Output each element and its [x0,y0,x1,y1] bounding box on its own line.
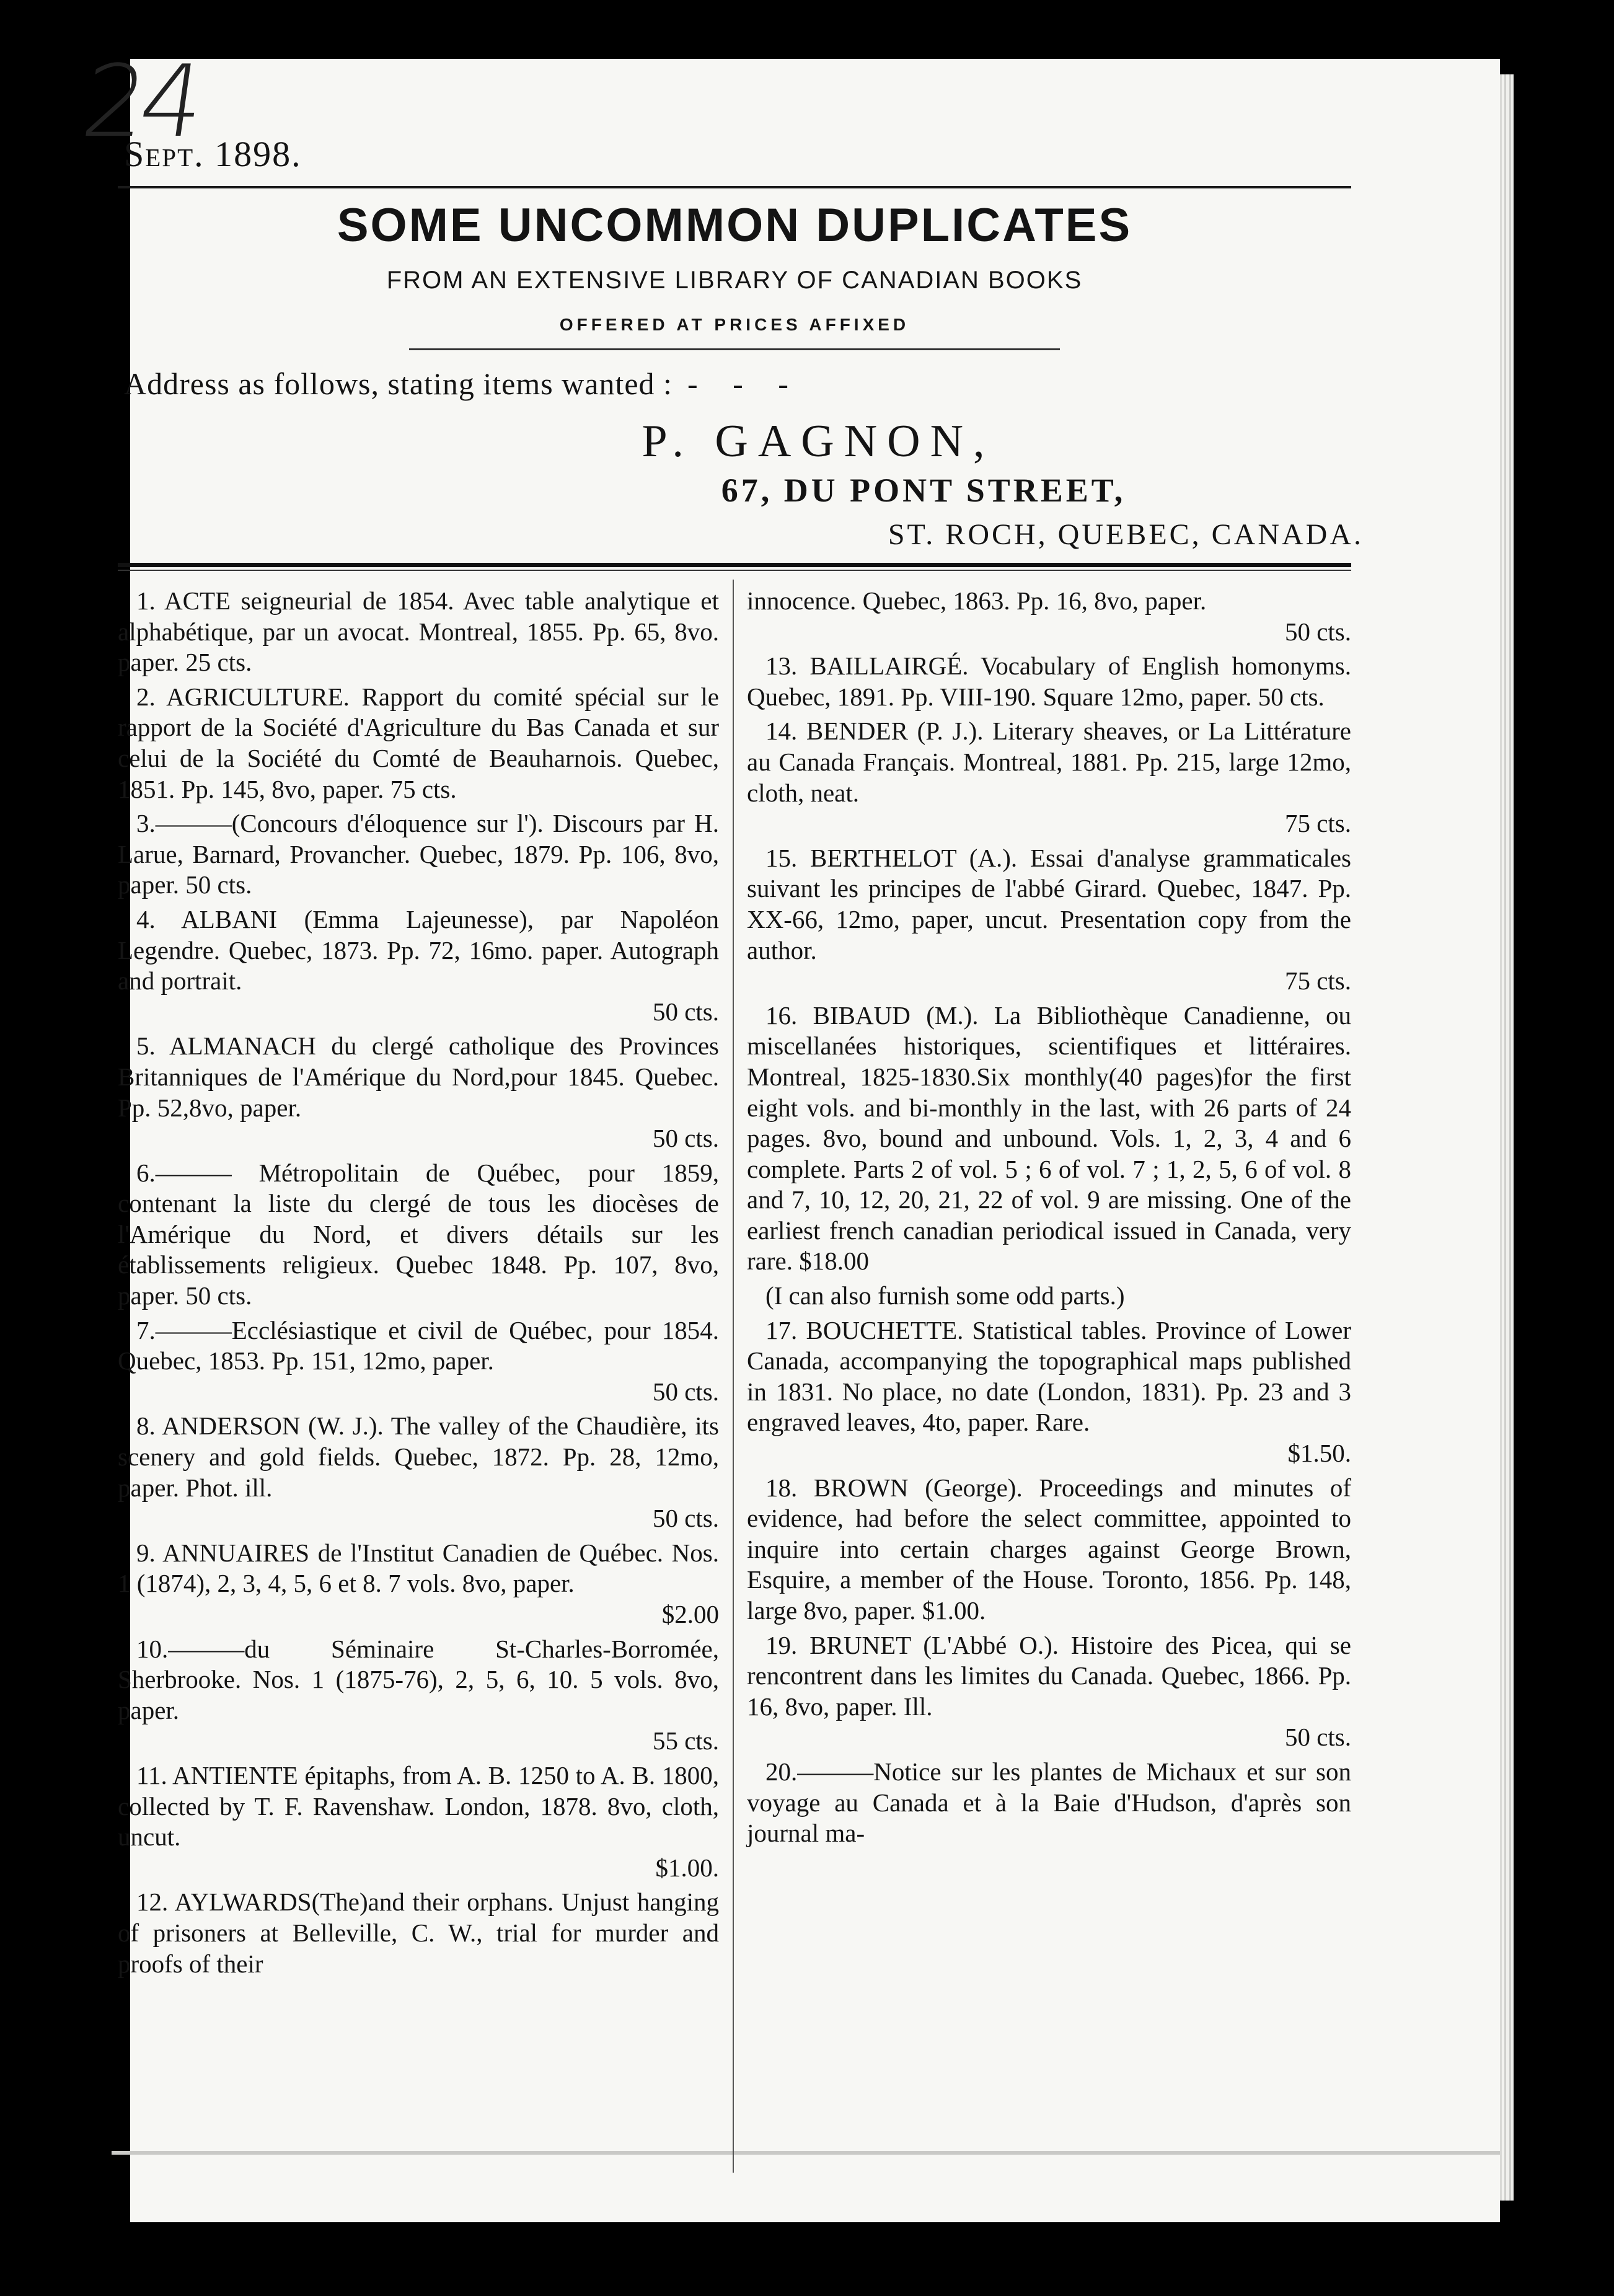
left-column [118,586,719,1983]
entry-text: (I can also furnish some odd parts.) [765,1281,1125,1310]
entry-text: innocence. Quebec, 1863. Pp. 16, 8vo, paper. [747,586,1207,615]
catalogue-entry [118,1887,719,1979]
catalogue-entry [118,1031,719,1154]
entry-text: 18. BROWN (George). Proceedings and minutes of evidence, had before the select committee, appointed to inquire into certain charges against George Brown, Esquire, a member of the House. Toronto, 1856. Pp. 148, large 8vo, paper. $1.00. [747,1473,1351,1625]
page-bottom-edge [112,2151,1500,2155]
entry-price: 50 cts. [1284,617,1351,646]
catalogue-entry [747,1630,1351,1753]
right-column [747,586,1351,1853]
entry-text: 10.———du Séminaire St-Charles-Borromée, Sherbrooke. Nos. 1 (1875-76), 2, 5, 6, 10. 5 vols. 8vo, paper. [118,1634,719,1724]
entry-text: 8. ANDERSON (W. J.). The valley of the Chaudière, its scenery and gold fields. Quebec, 1872. Pp. 28, 12mo, paper. Phot. ill. [118,1411,719,1502]
entry-text: 5. ALMANACH du clergé catholique des Provinces Britanniques de l'Amérique du Nord,pour 1845. Quebec. Pp. 52,8vo, paper. [118,1031,719,1122]
catalogue-entry [118,1760,719,1883]
column-divider [733,580,734,2173]
handwritten-number: 24 [75,43,206,159]
entry-price: 75 cts. [1284,809,1351,838]
entry-price: 50 cts. [652,1124,719,1153]
catalogue-entry [747,1315,1351,1469]
entry-price: 50 cts. [1284,1723,1351,1752]
subtitle-prices: OFFERED AT PRICES AFFIXED [559,315,910,334]
catalogue-entry [747,1473,1351,1627]
catalogue-date: Sept. 1898. [124,134,302,174]
double-rule-thin [118,570,1351,571]
entry-text: 11. ANTIENTE épitaphs, from A. B. 1250 to A. B. 1800, collected by T. F. Ravenshaw. London, 1878. 8vo, cloth, uncut. [118,1760,719,1852]
top-rule [118,186,1351,188]
double-rule-thick [118,563,1351,567]
seller-name: P. GAGNON, [642,416,995,467]
entry-price: $1.00. [655,1853,719,1882]
entry-price: 50 cts. [652,997,719,1026]
catalogue-entry [747,1757,1351,1849]
catalogue-entry [747,651,1351,712]
short-rule [409,348,1060,350]
entry-text: 13. BAILLAIRGÉ. Vocabulary of English homonyms. Quebec, 1891. Pp. VIII-190. Square 12mo, paper. 50 cts. [747,651,1351,711]
catalogue-entry [118,1315,719,1408]
entry-text: 17. BOUCHETTE. Statistical tables. Province of Lower Canada, accompanying the topographical maps published in 1831. No place, no date (London, 1831). Pp. 23 and 3 engraved leaves, 4to, paper. Rare. [747,1315,1351,1437]
entry-text: 1. ACTE seigneurial de 1854. Avec table analytique et alphabétique, par un avocat. Montreal, 1855. Pp. 65, 8vo. paper. 25 cts. [118,586,719,677]
catalogue-entry [118,586,719,678]
subtitle: FROM AN EXTENSIVE LIBRARY OF CANADIAN BOOKS [386,267,1083,294]
page-edge-stack [1500,74,1514,2201]
entry-text: 4. ALBANI (Emma Lajeunesse), par Napoléon Legendre. Quebec, 1873. Pp. 72, 16mo. paper. Autograph and portrait. [118,904,719,996]
catalogue-entry [118,1538,719,1630]
entry-price: 55 cts. [652,1726,719,1755]
catalogue-entry [118,1411,719,1534]
address-prompt: Address as follows, stating items wanted : - - - [124,366,802,401]
catalogue-entry [747,1281,1351,1312]
entry-text: 16. BIBAUD (M.). La Bibliothèque Canadienne, ou miscellanées historiques, scientifiques et littéraires. Montreal, 1825-1830.Six monthly(40 pages)for the first eight vols. and bi-monthly in the last, with 26 parts of 24 pages. 8vo, bound and unbound. Vols. 1, 2, 3, 4 and 6 complete. Parts 2 of vol. 5 ; 6 of vol. 7 ; 1, 2, 5, 6 of vol. 8 and 7, 10, 12, 20, 21, 22 of vol. 9 are missing. One of the earliest french canadian periodical issued in Canada, very rare. $18.00 [747,1000,1351,1276]
entry-text: 2. AGRICULTURE. Rapport du comité spécial sur le rapport de la Société d'Agriculture du Bas Canada et sur celui de la Société du Comté de Beauharnois. Quebec, 1851. Pp. 145, 8vo, paper. 75 cts. [118,682,719,803]
entry-text: 20.———Notice sur les plantes de Michaux et sur son voyage au Canada et à la Baie d'Hudson, d'après son journal ma- [747,1757,1351,1848]
entry-price: 50 cts. [652,1504,719,1533]
entry-text: 7.———Ecclésiastique et civil de Québec, pour 1854. Quebec, 1853. Pp. 151, 12mo, paper. [118,1315,719,1375]
catalogue-entry [118,808,719,901]
entry-text: 14. BENDER (P. J.). Literary sheaves, or La Littérature au Canada Français. Montreal, 1881. Pp. 215, large 12mo, cloth, neat. [747,717,1351,807]
entry-text: 15. BERTHELOT (A.). Essai d'analyse grammaticales suivant les principes de l'abbé Girard. Quebec, 1847. Pp. XX-66, 12mo, paper, uncut. Presentation copy from the author. [747,843,1351,965]
entry-price: 75 cts. [1284,966,1351,996]
page-title: SOME UNCOMMON DUPLICATES [337,199,1132,252]
catalogue-entry [747,586,1351,647]
entry-text: 9. ANNUAIRES de l'Institut Canadien de Québec. Nos. 1 (1874), 2, 3, 4, 5, 6 et 8. 7 vols. 8vo, paper. [118,1538,719,1598]
catalogue-entry [118,682,719,805]
seller-city: ST. ROCH, QUEBEC, CANADA. [888,518,1364,551]
catalogue-entry [747,1000,1351,1277]
catalogue-entry [118,904,719,1027]
entry-text: 6.——— Métropolitain de Québec, pour 1859, contenant la liste du clergé de tous les diocèses de l'Amérique du Nord, et divers détails sur les établissements religieux. Quebec 1848. Pp. 107, 8vo, paper. 50 cts. [118,1158,719,1310]
entry-text: 19. BRUNET (L'Abbé O.). Histoire des Picea, qui se rencontrent dans les limites du Canada. Quebec, 1866. Pp. 16, 8vo, paper. Ill. [747,1630,1351,1721]
catalogue-entry [747,716,1351,839]
entry-price: $2.00 [661,1600,719,1628]
entry-price: $1.50. [1287,1439,1351,1468]
entry-price: 50 cts. [652,1377,719,1406]
catalogue-entry [747,843,1351,997]
entry-text: 3.———(Concours d'éloquence sur l'). Discours par H. Larue, Barnard, Provancher. Quebec, 1879. Pp. 106, 8vo, paper. 50 cts. [118,809,719,899]
catalogue-entry [118,1634,719,1757]
catalogue-entry [118,1158,719,1312]
entry-text: 12. AYLWARDS(The)and their orphans. Unjust hanging of prisoners at Belleville, C. W., trial for murder and proofs of their [118,1888,719,1978]
seller-street: 67, DU PONT STREET, [721,472,1126,509]
